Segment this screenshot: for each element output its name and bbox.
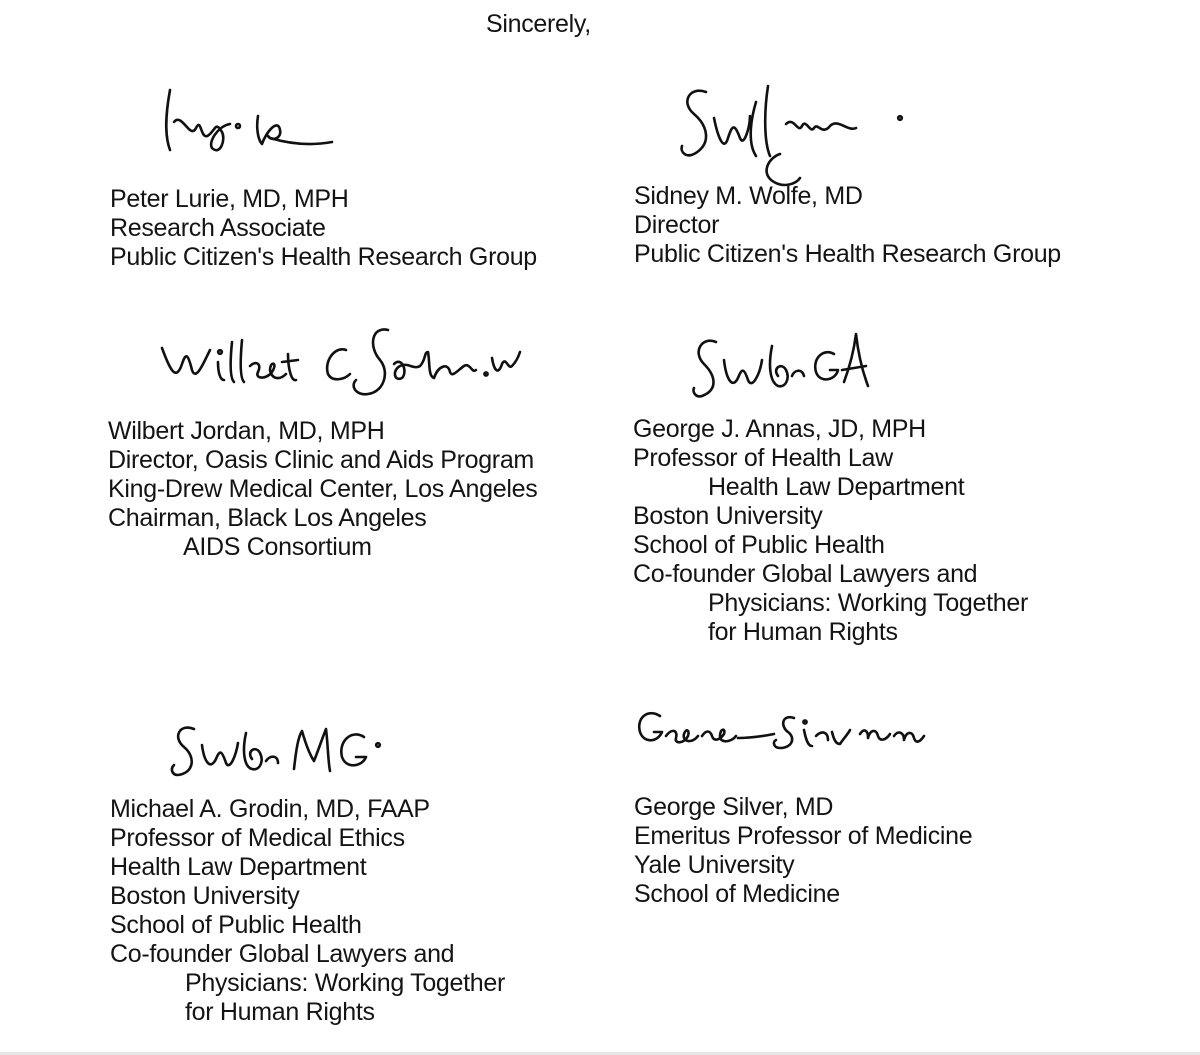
signatory-name: George J. Annas, JD, MPH (633, 415, 926, 443)
signatory-title: Director, Oasis Clinic and Aids Program (108, 446, 534, 474)
signatory-affiliation: School of Medicine (634, 880, 840, 908)
signatory-affiliation: AIDS Consortium (183, 533, 372, 561)
signatory-title: Physicians: Working Together (708, 589, 1029, 617)
signature-michael-grodin (166, 715, 386, 795)
signatory-affiliation: School of Public Health (110, 911, 362, 939)
signatory-affiliation: Boston University (633, 502, 823, 530)
signatory-affiliation: King-Drew Medical Center, Los Angeles (108, 475, 538, 503)
signatory-affiliation: Boston University (110, 882, 300, 910)
signatory-title: for Human Rights (185, 998, 375, 1026)
signatory-title: Director (634, 211, 720, 239)
signatory-affiliation: Public Citizen's Health Research Group (634, 240, 1061, 268)
signatory-title: Research Associate (110, 214, 326, 242)
signatory-title: Physicians: Working Together (185, 969, 506, 997)
signatory-name: Michael A. Grodin, MD, FAAP (110, 795, 430, 823)
signatory-title: for Human Rights (708, 618, 898, 646)
signatory-title: Emeritus Professor of Medicine (634, 822, 973, 850)
signatory-george-annas (633, 415, 1028, 647)
signatory-affiliation: Yale University (634, 851, 795, 879)
signatory-wilbert-jordan (108, 417, 537, 562)
signatory-affiliation: Health Law Department (708, 473, 965, 501)
closing-salutation: Sincerely, (486, 10, 591, 38)
signatory-title: Co-founder Global Lawyers and (633, 560, 978, 588)
signature-peter-lurie (150, 82, 340, 162)
signatory-name: Peter Lurie, MD, MPH (110, 185, 349, 213)
signatory-affiliation: Public Citizen's Health Research Group (110, 243, 537, 271)
signatory-name: Sidney M. Wolfe, MD (634, 182, 863, 210)
signatory-peter-lurie (110, 185, 537, 272)
signatory-title: Professor of Health Law (633, 444, 893, 472)
signatory-name: Wilbert Jordan, MD, MPH (108, 417, 385, 445)
signatory-michael-grodin (110, 795, 505, 1027)
signatory-title: Chairman, Black Los Angeles (108, 504, 427, 532)
signatory-name: George Silver, MD (634, 793, 834, 821)
signatory-title: Co-founder Global Lawyers and (110, 940, 455, 968)
signature-wilbert-jordan (158, 322, 528, 402)
signature-george-silver (628, 700, 928, 760)
signatory-affiliation: School of Public Health (633, 531, 885, 559)
signatory-george-silver (634, 793, 972, 909)
signatory-sidney-wolfe (634, 182, 1061, 269)
signatory-affiliation: Health Law Department (110, 853, 367, 881)
signatory-title: Professor of Medical Ethics (110, 824, 405, 852)
